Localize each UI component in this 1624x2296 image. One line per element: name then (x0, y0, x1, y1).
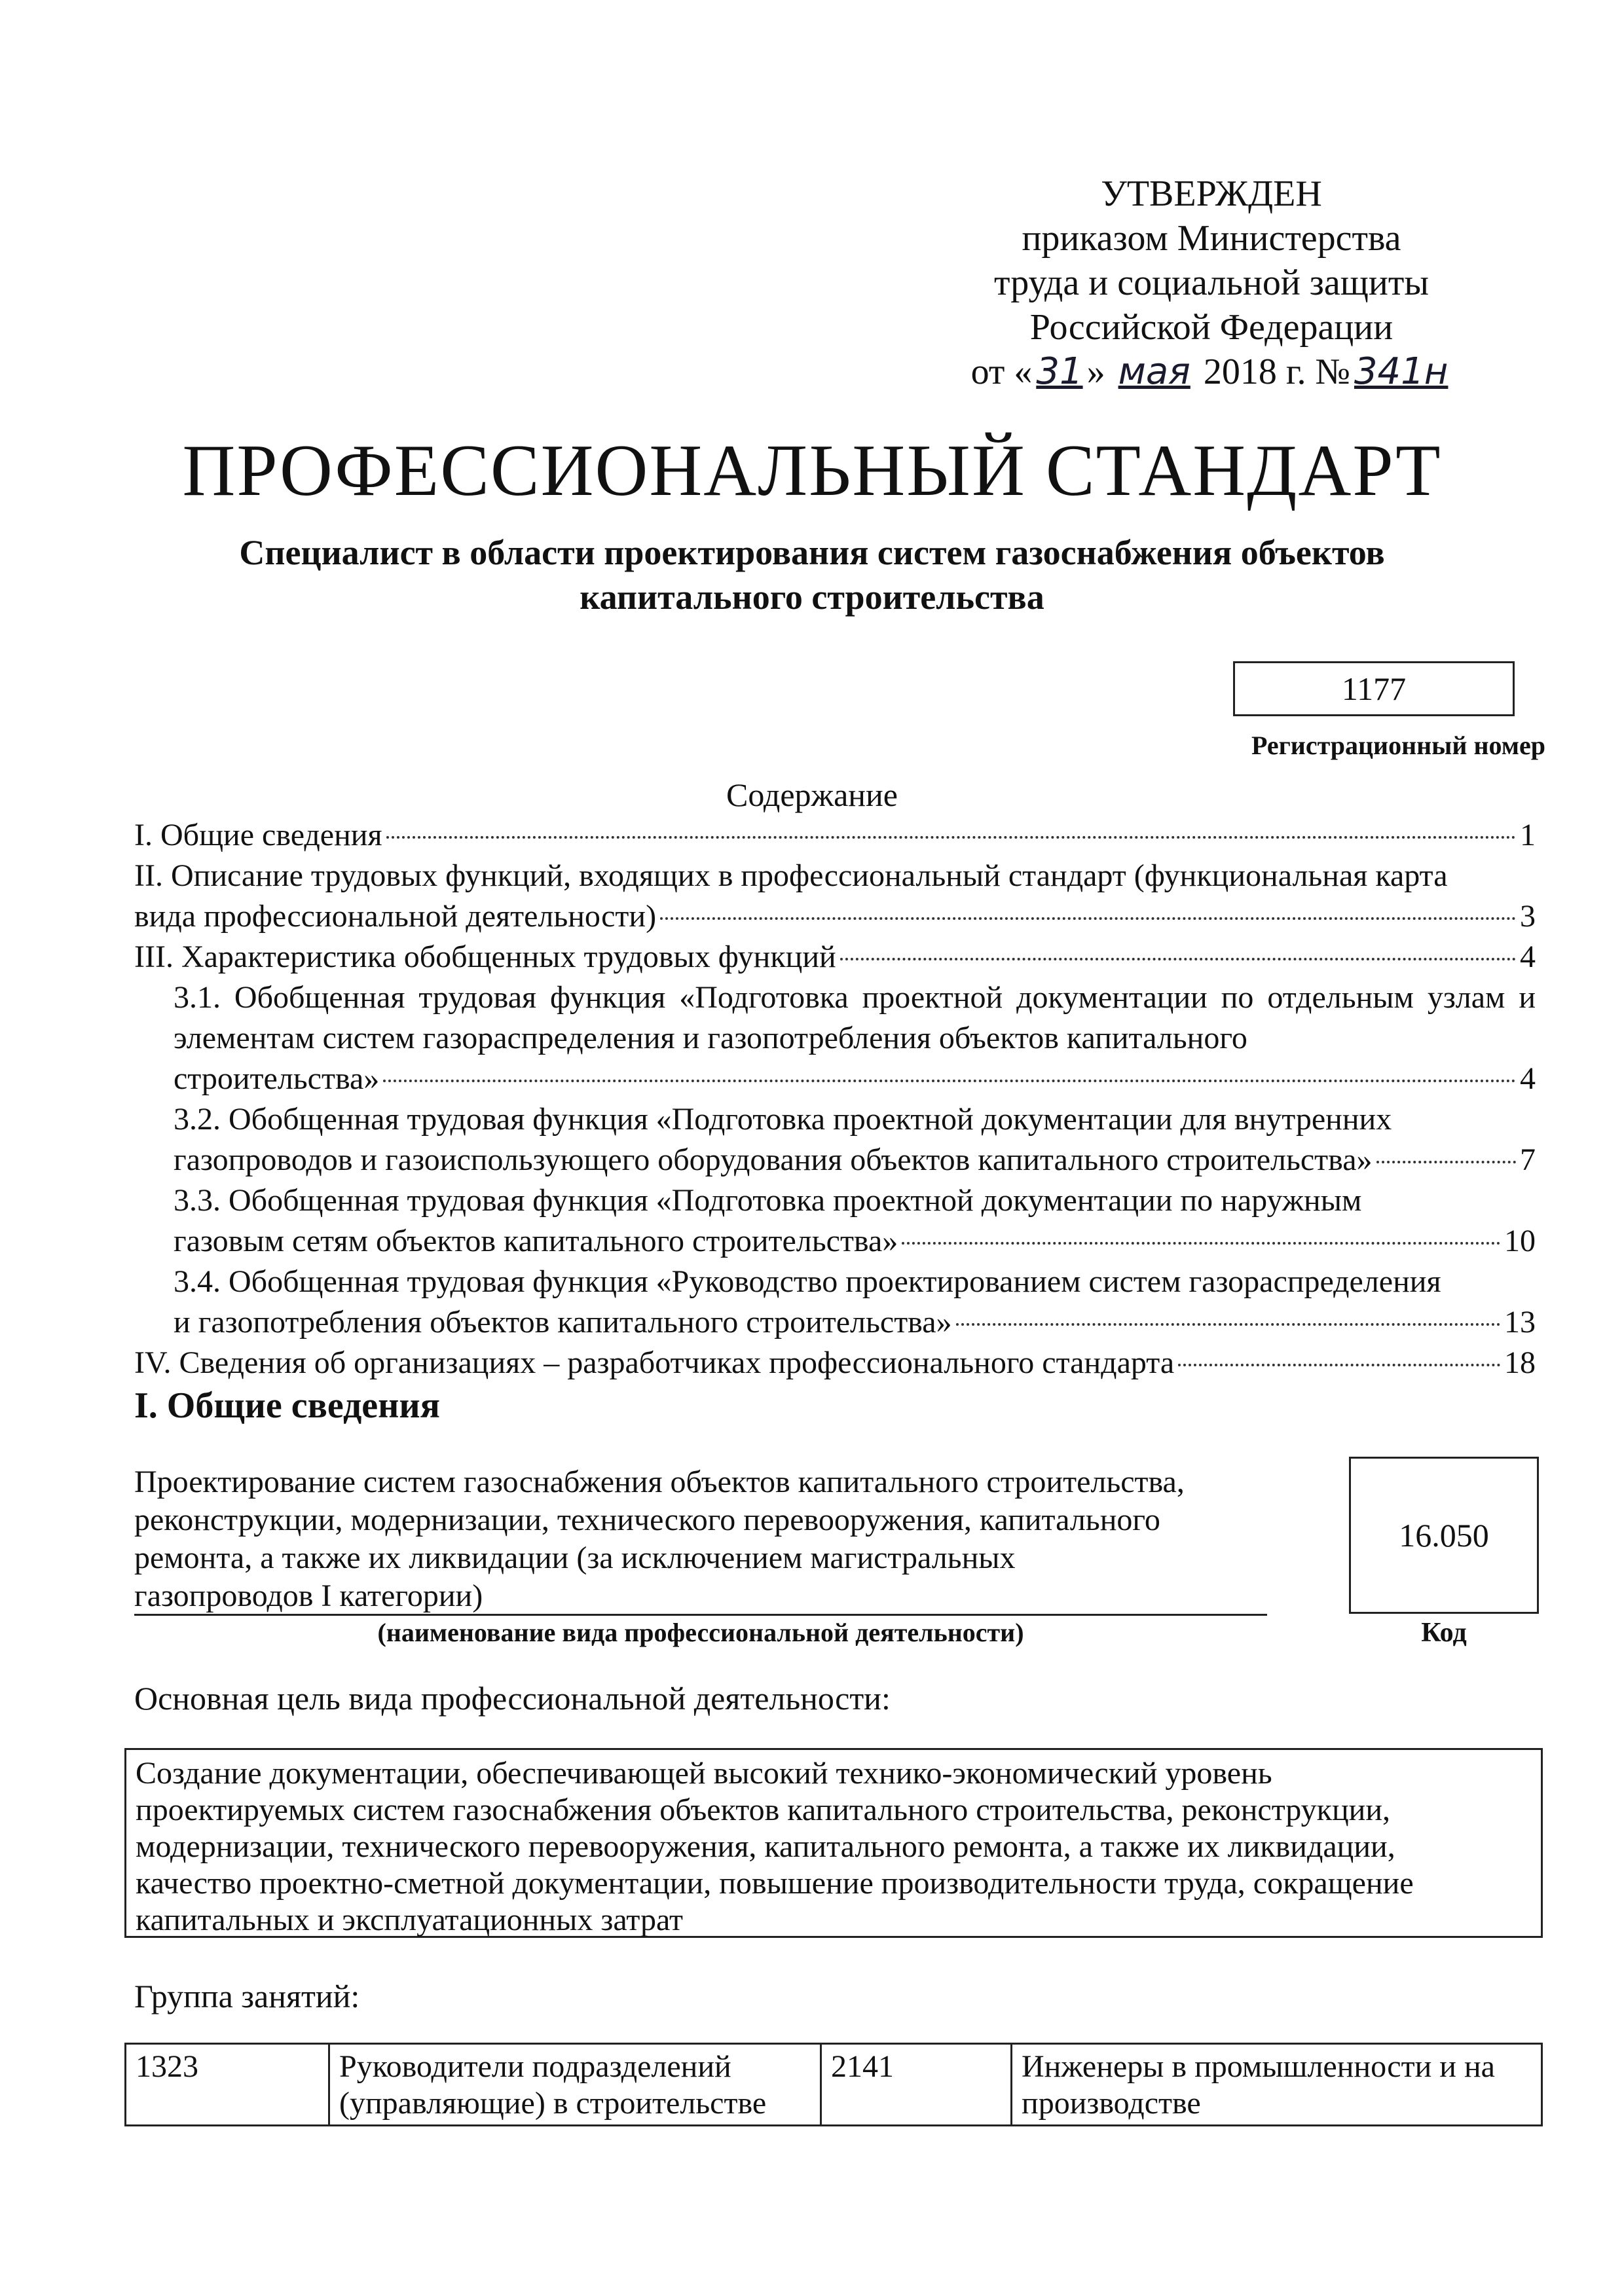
group-code: 2141 (821, 2044, 1012, 2126)
toc-item-page: 7 (1520, 1142, 1536, 1177)
toc-leader (660, 917, 1516, 920)
toc-item-tail: и газопотребления объектов капитального строительства» (174, 1305, 952, 1339)
registration-number-label: Регистрационный номер (1251, 731, 1545, 760)
activity-caption: (наименование вида профессиональной деятельности) (377, 1618, 1024, 1647)
subtitle-line-1: Специалист в области проектирования систем газоснабжения объектов (239, 533, 1385, 572)
toc-leader (1178, 1364, 1500, 1366)
activity-code-box: 16.050 (1349, 1457, 1539, 1614)
toc-item-text: 3.3. Обобщенная трудовая функция «Подготовка проектной документации по наружным (174, 1183, 1362, 1218)
occupation-group-label: Группа занятий: (134, 1978, 360, 2014)
approval-stamp (917, 172, 1506, 394)
toc-item-text: I. Общие сведения (134, 818, 382, 852)
approval-date-line (917, 350, 1506, 394)
goal-box (124, 1748, 1543, 1938)
toc-leader (386, 836, 1516, 839)
goal-line-5: капитальных и эксплуатационных затрат (136, 1903, 683, 1937)
group-name-line: Руководители подразделений (339, 2049, 731, 2084)
date-year: 2018 г. № (1203, 352, 1350, 392)
occupation-group-table (124, 2043, 1543, 2126)
toc-item-tail: газовым сетям объектов капитального строительства» (174, 1224, 898, 1258)
approval-line-ministry: труда и социальной защиты (994, 263, 1429, 303)
toc-item-3-2[interactable] (134, 1099, 1536, 1180)
toc-item-3-1[interactable] (134, 977, 1536, 1099)
document-subtitle (131, 530, 1493, 619)
toc-item-page: 1 (1520, 818, 1536, 852)
toc-item-text: IV. Сведения об организациях – разработчиках профессионального стандарта (134, 1345, 1175, 1380)
approval-line-approved: УТВЕРЖДЕН (1101, 173, 1322, 214)
document-title: ПРОФЕССИОНАЛЬНЫЙ СТАНДАРТ (182, 430, 1442, 511)
activity-code-label: Код (1421, 1618, 1467, 1648)
group-name-line: Инженеры в промышленности и на (1022, 2049, 1495, 2084)
toc-heading: Содержание (726, 776, 898, 813)
toc-leader (956, 1323, 1500, 1326)
table-of-contents (134, 815, 1536, 1383)
toc-leader (902, 1242, 1500, 1245)
section-heading-general: I. Общие сведения (134, 1385, 440, 1426)
toc-item-page: 10 (1504, 1224, 1536, 1258)
toc-item-3[interactable] (134, 937, 1536, 977)
approval-line-federation: Российской Федерации (1029, 307, 1393, 348)
handwritten-day: 31 (1036, 350, 1083, 393)
group-code: 1323 (126, 2044, 329, 2126)
toc-item-page: 18 (1504, 1345, 1536, 1380)
goal-line-2: проектируемых систем газоснабжения объектов капитального строительства, реконструкции, (136, 1793, 1391, 1827)
table-row (126, 2044, 1542, 2126)
handwritten-order-number: 341н (1354, 350, 1449, 393)
toc-item-text: 3.1. Обобщенная трудовая функция «Подготовка проектной документации по отдельным узлам и элементам систем газораспределения и газопотребления объектов капитального (174, 980, 1536, 1055)
toc-item-4[interactable] (134, 1343, 1536, 1383)
registration-number-box: 1177 (1233, 661, 1515, 716)
toc-item-tail: строительства» (174, 1061, 380, 1096)
toc-item-page: 4 (1520, 1061, 1536, 1096)
goal-line-1: Создание документации, обеспечивающей высокий технико-экономический уровень (136, 1756, 1272, 1791)
subtitle-line-2: капитального строительства (580, 577, 1044, 617)
toc-item-tail: газопроводов и газоиспользующего оборудования объектов капитального строительства» (174, 1142, 1373, 1177)
toc-item-3-4[interactable] (134, 1262, 1536, 1343)
toc-item-page: 4 (1520, 939, 1536, 974)
toc-leader (1376, 1161, 1517, 1163)
toc-item-3-3[interactable] (134, 1180, 1536, 1262)
toc-item-text: 3.4. Обобщенная трудовая функция «Руководство проектированием систем газораспределения (174, 1264, 1441, 1299)
toc-leader (383, 1080, 1516, 1082)
handwritten-month: мая (1118, 350, 1190, 393)
toc-item-tail: вида профессиональной деятельности) (134, 899, 657, 934)
toc-item-1[interactable] (134, 815, 1536, 856)
toc-leader (840, 958, 1516, 960)
toc-item-text: II. Описание трудовых функций, входящих в профессиональный стандарт (функциональная карта (134, 858, 1448, 893)
date-prefix: от « (970, 352, 1033, 392)
activity-line-4: газопроводов I категории) (134, 1578, 483, 1613)
toc-item-page: 13 (1504, 1305, 1536, 1339)
goal-label: Основная цель вида профессиональной деятельности: (134, 1680, 891, 1717)
activity-line-1: Проектирование систем газоснабжения объектов капитального строительства, (134, 1465, 1185, 1499)
toc-item-page: 3 (1520, 899, 1536, 934)
group-name-line: производстве (1022, 2086, 1201, 2121)
activity-underline (134, 1614, 1267, 1616)
approval-line-order: приказом Министерства (1022, 218, 1401, 259)
activity-line-3: ремонта, а также их ликвидации (за исключением магистральных (134, 1540, 1016, 1575)
group-name (1012, 2044, 1542, 2126)
activity-line-2: реконструкции, модернизации, технического перевооружения, капитального (134, 1503, 1160, 1537)
group-name-line: (управляющие) в строительстве (339, 2086, 767, 2121)
toc-item-2[interactable] (134, 856, 1536, 937)
toc-item-text: III. Характеристика обобщенных трудовых функций (134, 939, 836, 974)
goal-line-3: модернизации, технического перевооружения, капитального ремонта, а также их ликвидации, (136, 1829, 1395, 1864)
toc-item-text: 3.2. Обобщенная трудовая функция «Подготовка проектной документации для внутренних (174, 1102, 1392, 1137)
goal-line-4: качество проектно-сметной документации, повышение производительности труда, сокращение (136, 1866, 1414, 1901)
date-quote: » (1086, 352, 1105, 392)
group-name (329, 2044, 821, 2126)
activity-name (134, 1463, 1261, 1615)
